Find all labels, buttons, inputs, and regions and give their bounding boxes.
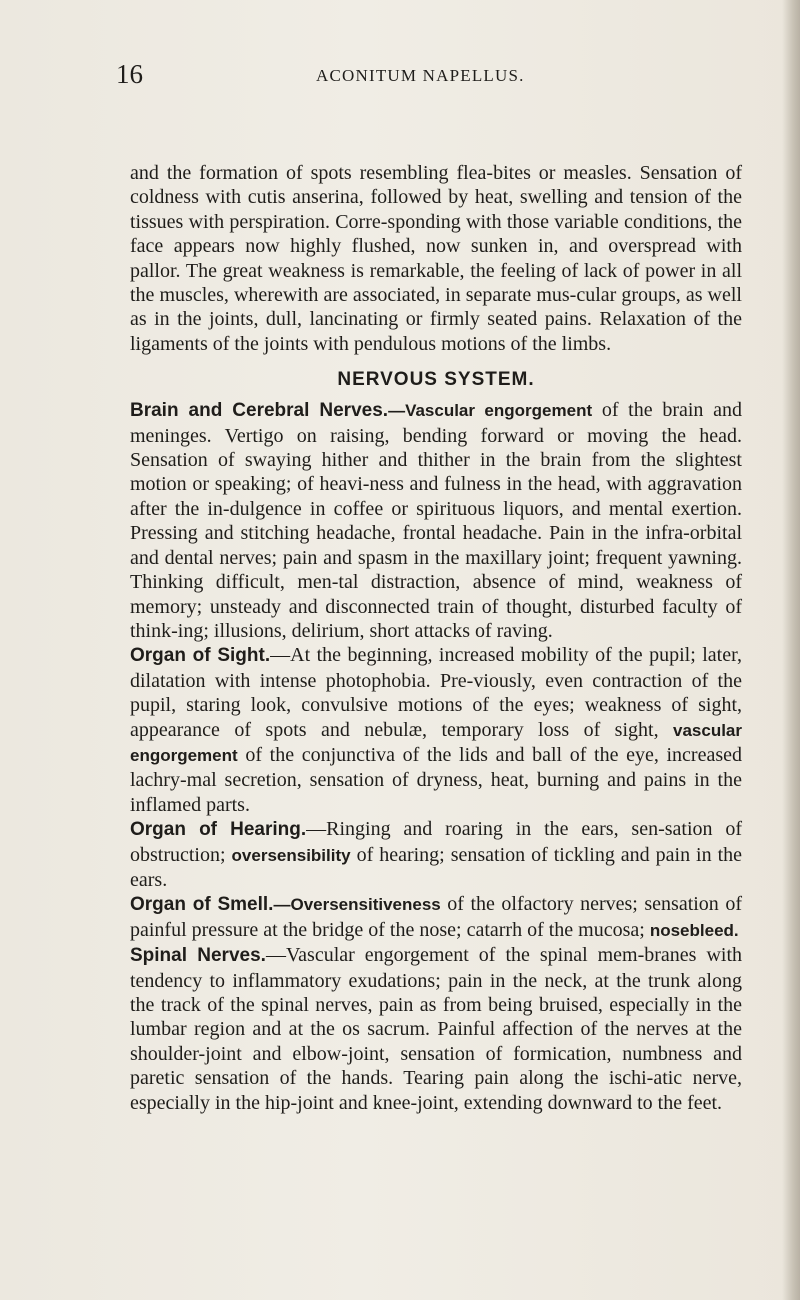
entry-smell: [130, 892, 742, 943]
page-edge-shadow: [782, 0, 800, 1300]
entry-sight-heading: Organ of Sight.: [130, 645, 271, 667]
entry-brain-text: of the brain and meninges. Vertigo on raising, bending forward or moving the head. Sensation of swaying hither and thither in the brain from the slightest motion or speaking; of heavi-ness and fulness in the head, with aggravation after the in-dulgence in coffee or spirituous liquors, and mental exertion. Pressing and stitching headache, frontal headache. Pain in the infra-orbital and dental nerves; pain and spasm in the maxillary joint; frequent yawning. Thinking difficult, men-tal distraction, absence of mind, weakness of memory; unsteady and disconnected train of thought, disturbed faculty of think-ing; illusions, delirium, short attacks of raving.: [130, 399, 742, 642]
entry-sight-text-before: —At the beginning, increased mobility of the pupil; later, dilatation with intense photophobia. Pre-viously, even contraction of the pupil, staring look, convulsive motions of the eyes; weakness of sight, appearance of spots and nebulæ, temporary loss of sight,: [130, 644, 742, 741]
entry-smell-heading: Organ of Smell.: [130, 894, 274, 916]
entry-hearing-emphasis: oversensibility: [231, 845, 351, 865]
body-text: [130, 161, 742, 1115]
running-header: [116, 58, 728, 94]
entry-sight-emphasis: vascular engorgement: [130, 720, 742, 765]
entry-hearing-text-before: —Ringing and roaring in the ears, sen-sation of obstruction;: [130, 818, 742, 866]
entry-smell-emphasis: —Oversensitiveness: [273, 895, 441, 915]
entry-brain-heading: Brain and Cerebral Nerves.: [130, 400, 389, 422]
running-title: ACONITUM NAPELLUS.: [316, 66, 525, 85]
entry-brain: [130, 398, 742, 643]
entry-spinal-heading: Spinal Nerves.: [130, 945, 266, 967]
section-heading: NERVOUS SYSTEM.: [337, 369, 535, 391]
entry-brain-emphasis: —Vascular engorgement: [388, 401, 593, 421]
entry-hearing: [130, 817, 742, 892]
entry-hearing-heading: Organ of Hearing.: [130, 819, 307, 841]
page-number: 16: [116, 59, 143, 89]
entry-sight: [130, 643, 742, 817]
entry-hearing-text-after: of hearing; sensation of tickling and pain in the ears.: [130, 843, 743, 891]
entry-smell-text: of the olfactory nerves; sensation of painful pressure at the bridge of the nose; catarrh of the mucosa;: [130, 893, 742, 941]
entry-sight-text-after: of the conjunctiva of the lids and ball of the eye, increased lachry-mal secretion, sensation of dryness, heat, burning and pains in the inflamed parts.: [130, 743, 742, 816]
entry-spinal: [130, 943, 742, 1115]
entry-spinal-text: —Vascular engorgement of the spinal mem-branes with tendency to inflammatory exudations; pain in the neck, at the trunk along the track of the spinal nerves, pain as from being bruised, especially in the lumbar region and at the os sacrum. Painful affection of the nerves at the shoulder-joint and elbow-joint, sensation of formication, numbness and paretic sensation of the hands. Tearing pain along the ischi-atic nerve, especially in the hip-joint and knee-joint, extending downward to the feet.: [130, 944, 743, 1114]
intro-paragraph: and the formation of spots resembling flea-bites or measles. Sensation of coldness with cutis anserina, followed by heat, swelling and tension of the tissues with perspiration. Corre-sponding with those variable conditions, the face appears now highly flushed, now sunken in, and overspread with pallor. The great weakness is remarkable, the feeling of lack of power in all the muscles, wherewith are associated, in separate mus-cular groups, as well as in the joints, dull, lancinating or firmly seated pains. Relaxation of the ligaments of the joints with pendulous motions of the limbs.: [130, 162, 742, 355]
entry-smell-emphasis-2: nosebleed.: [649, 920, 739, 940]
